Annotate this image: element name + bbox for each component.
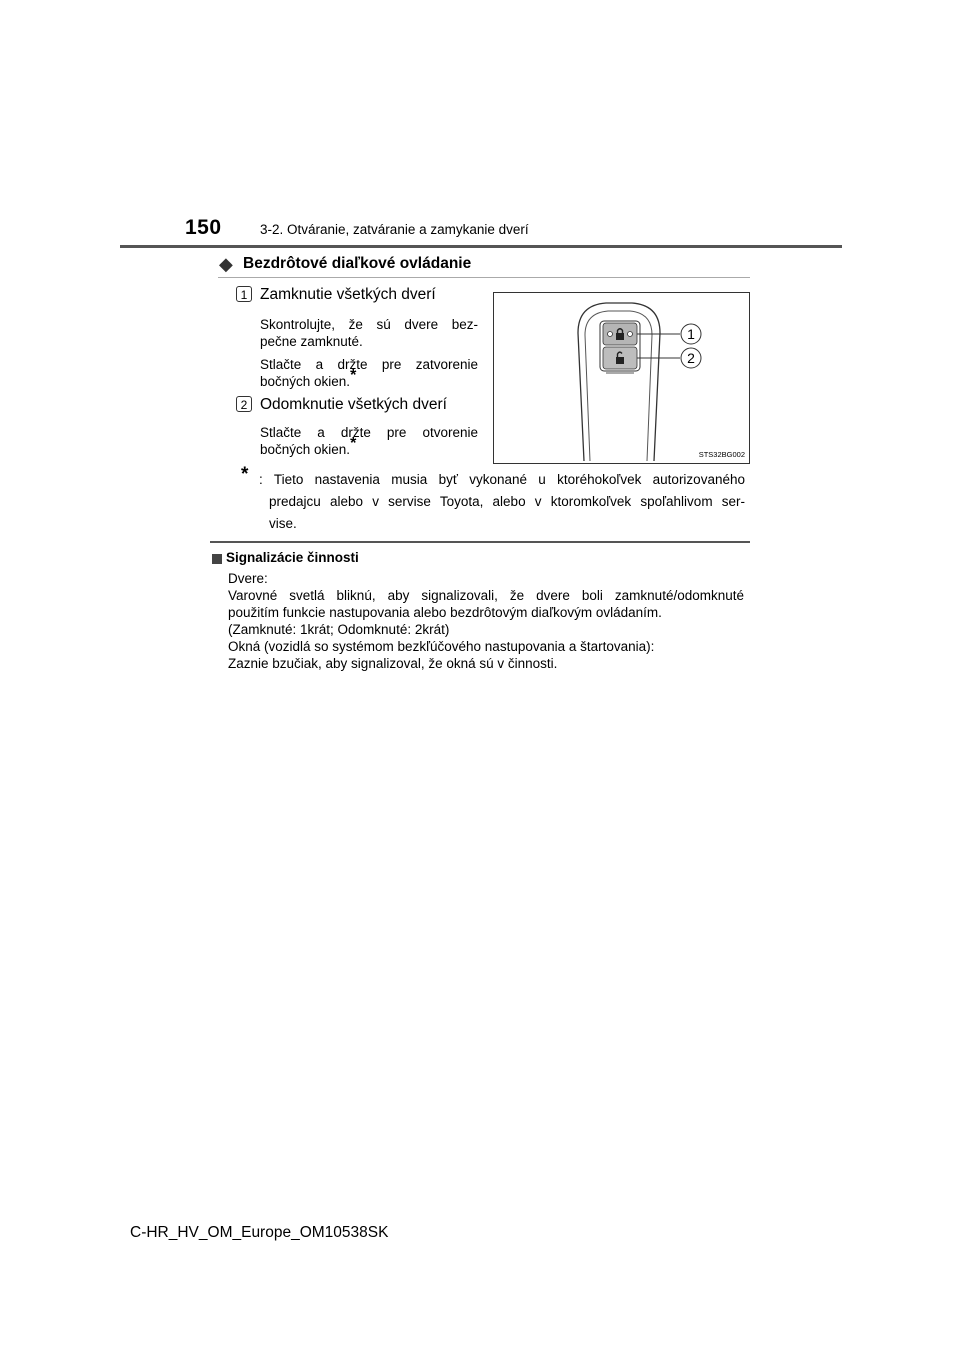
section-title: Bezdrôtové diaľkové ovládanie	[243, 255, 472, 272]
footnote-asterisk: *	[241, 464, 249, 485]
item-text-lock-check	[260, 316, 478, 350]
text-line: Stlačte a držte pre zatvorenie	[260, 357, 478, 372]
subsection-body	[228, 570, 744, 672]
body-line: Zaznie bzučiak, aby signalizoval, že okná sú v činnosti.	[228, 656, 558, 671]
item-number-2: 2	[236, 396, 252, 412]
text-line: Stlačte a držte pre otvorenie	[260, 425, 478, 440]
header-rule	[120, 245, 842, 248]
item-text-unlock-hold	[260, 424, 478, 458]
text-line: bočných okien.	[260, 442, 351, 457]
footnote-line: vise.	[269, 516, 297, 531]
text-line: pečne zamknuté.	[260, 334, 363, 349]
body-line: Varovné svetlá bliknú, aby signalizovali, že dvere boli zamknuté/odomknuté	[228, 588, 744, 603]
key-fob-figure	[493, 292, 750, 464]
separator-rule	[210, 541, 750, 543]
footer-document-id: C-HR_HV_OM_Europe_OM10538SK	[130, 1224, 389, 1241]
asterisk-mark: *	[350, 367, 357, 384]
diamond-icon: ◆	[219, 254, 233, 274]
callout-2: 2	[687, 350, 695, 366]
item-text-lock-hold	[260, 356, 478, 390]
item-title-unlock: Odomknutie všetkých dverí	[260, 396, 447, 413]
title-rule	[218, 277, 750, 278]
asterisk-mark: *	[350, 435, 357, 452]
subsection-title: Signalizácie činnosti	[226, 550, 359, 565]
section-path: 3-2. Otváranie, zatváranie a zamykanie dverí	[260, 222, 529, 237]
callout-1: 1	[687, 326, 695, 342]
body-line: použitím funkcie nastupovania alebo bezdrôtovým diaľkovým ovládaním.	[228, 605, 662, 620]
item-title-lock: Zamknutie všetkých dverí	[260, 286, 436, 303]
square-bullet-icon	[212, 554, 222, 564]
footnote-line: predajcu alebo v servise Toyota, alebo v ktoromkoľvek spoľahlivom ser-	[269, 494, 745, 509]
key-fob-illustration	[494, 293, 749, 463]
text-line: bočných okien.	[260, 374, 351, 389]
text-line: Skontrolujte, že sú dvere bez-	[260, 317, 478, 332]
figure-code: STS32BG002	[698, 450, 745, 459]
footnote-text	[259, 469, 745, 535]
item-number-1: 1	[236, 286, 252, 302]
body-line: Dvere:	[228, 571, 268, 586]
footnote-line: : Tieto nastavenia musia byť vykonané u ktoréhokoľvek autorizovaného	[259, 472, 745, 487]
body-line: (Zamknuté: 1krát; Odomknuté: 2krát)	[228, 622, 450, 637]
body-line: Okná (vozidlá so systémom bezkľúčového nastupovania a štartovania):	[228, 639, 655, 654]
page-number: 150	[185, 216, 222, 239]
